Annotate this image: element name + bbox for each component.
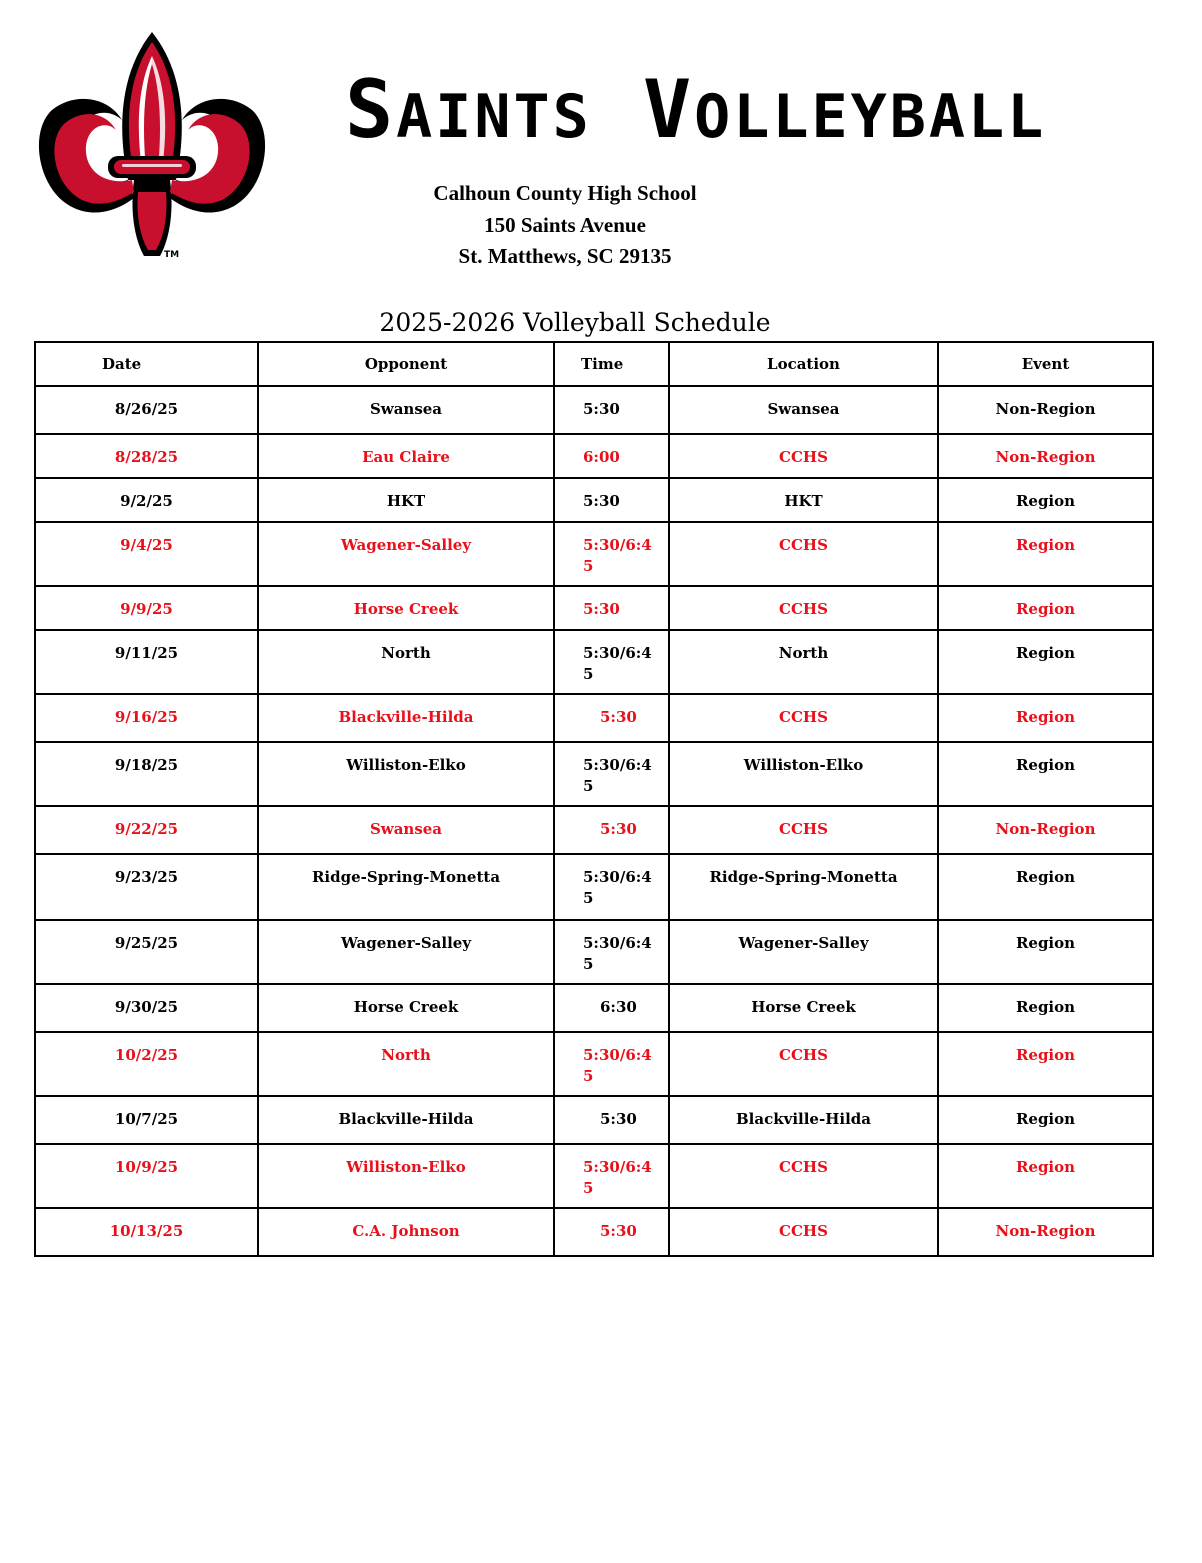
cell-time: 5:30/6:45	[554, 742, 669, 806]
cell-time: 5:30	[554, 386, 669, 434]
table-row	[35, 386, 1153, 434]
school-address	[400, 178, 730, 273]
title-word-2: VOLLEYBALL	[642, 63, 1047, 156]
header-date: Date	[35, 342, 258, 386]
cell-event: Region	[938, 694, 1153, 742]
table-row	[35, 984, 1153, 1032]
cell-date: 9/4/25	[35, 522, 258, 586]
cell-opponent: Wagener-Salley	[258, 920, 554, 984]
cell-time: 5:30/6:45	[554, 1144, 669, 1208]
cell-date: 9/23/25	[35, 854, 258, 920]
cell-location: CCHS	[669, 434, 938, 478]
cell-opponent: Horse Creek	[258, 984, 554, 1032]
table-row	[35, 694, 1153, 742]
table-row	[35, 1208, 1153, 1256]
cell-location: CCHS	[669, 1208, 938, 1256]
schedule-title: 2025-2026 Volleyball Schedule	[379, 308, 771, 337]
cell-location: CCHS	[669, 522, 938, 586]
cell-event: Region	[938, 742, 1153, 806]
cell-date: 9/18/25	[35, 742, 258, 806]
cell-opponent: Ridge-Spring-Monetta	[258, 854, 554, 920]
header-opponent: Opponent	[258, 342, 554, 386]
cell-date: 10/2/25	[35, 1032, 258, 1096]
cell-event: Region	[938, 522, 1153, 586]
header-time: Time	[554, 342, 669, 386]
cell-date: 9/2/25	[35, 478, 258, 522]
table-row	[35, 854, 1153, 920]
table-row	[35, 630, 1153, 694]
cell-opponent: Eau Claire	[258, 434, 554, 478]
cell-date: 9/11/25	[35, 630, 258, 694]
cell-date: 9/25/25	[35, 920, 258, 984]
cell-location: Ridge-Spring-Monetta	[669, 854, 938, 920]
cell-date: 9/9/25	[35, 586, 258, 630]
cell-opponent: North	[258, 630, 554, 694]
cell-time: 5:30	[554, 694, 669, 742]
cell-opponent: North	[258, 1032, 554, 1096]
cell-opponent: Blackville-Hilda	[258, 694, 554, 742]
cell-time: 5:30	[554, 586, 669, 630]
header-event: Event	[938, 342, 1153, 386]
table-row	[35, 742, 1153, 806]
cell-event: Region	[938, 854, 1153, 920]
table-header-row	[35, 342, 1153, 386]
cell-location: CCHS	[669, 1144, 938, 1208]
cell-event: Region	[938, 1032, 1153, 1096]
cell-time: 5:30/6:45	[554, 630, 669, 694]
cell-date: 10/9/25	[35, 1144, 258, 1208]
cell-date: 9/22/25	[35, 806, 258, 854]
school-city: St. Matthews, SC 29135	[458, 244, 672, 268]
cell-opponent: Wagener-Salley	[258, 522, 554, 586]
cell-location: CCHS	[669, 806, 938, 854]
table-row	[35, 920, 1153, 984]
cell-time: 5:30	[554, 1096, 669, 1144]
cell-event: Region	[938, 478, 1153, 522]
cell-location: North	[669, 630, 938, 694]
fleur-de-lis-icon	[34, 30, 270, 266]
cell-location: CCHS	[669, 1032, 938, 1096]
cell-location: CCHS	[669, 694, 938, 742]
cell-opponent: Blackville-Hilda	[258, 1096, 554, 1144]
table-row	[35, 1096, 1153, 1144]
cell-time: 5:30	[554, 806, 669, 854]
cell-event: Non-Region	[938, 806, 1153, 854]
table-row	[35, 1032, 1153, 1096]
table-row	[35, 806, 1153, 854]
cell-time: 6:00	[554, 434, 669, 478]
cell-opponent: HKT	[258, 478, 554, 522]
cell-time: 5:30	[554, 478, 669, 522]
cell-date: 10/13/25	[35, 1208, 258, 1256]
cell-location: HKT	[669, 478, 938, 522]
table-row	[35, 478, 1153, 522]
schedule-table	[34, 341, 1154, 1257]
table-row	[35, 522, 1153, 586]
cell-date: 10/7/25	[35, 1096, 258, 1144]
cell-time: 5:30/6:45	[554, 522, 669, 586]
trademark-mark: TM	[164, 250, 180, 260]
cell-date: 8/28/25	[35, 434, 258, 478]
cell-time: 5:30	[554, 1208, 669, 1256]
cell-event: Non-Region	[938, 386, 1153, 434]
cell-date: 8/26/25	[35, 386, 258, 434]
school-name: Calhoun County High School	[433, 181, 697, 205]
cell-location: CCHS	[669, 586, 938, 630]
school-street: 150 Saints Avenue	[484, 212, 646, 237]
cell-event: Region	[938, 630, 1153, 694]
cell-location: Wagener-Salley	[669, 920, 938, 984]
cell-opponent: Williston-Elko	[258, 742, 554, 806]
cell-event: Region	[938, 1096, 1153, 1144]
title-word-1: SAINTS	[345, 63, 592, 156]
cell-event: Non-Region	[938, 1208, 1153, 1256]
cell-time: 5:30/6:45	[554, 1032, 669, 1096]
cell-event: Non-Region	[938, 434, 1153, 478]
cell-opponent: Swansea	[258, 386, 554, 434]
table-row	[35, 1144, 1153, 1208]
cell-time: 5:30/6:45	[554, 920, 669, 984]
cell-date: 9/16/25	[35, 694, 258, 742]
cell-opponent: C.A. Johnson	[258, 1208, 554, 1256]
table-row	[35, 586, 1153, 630]
cell-event: Region	[938, 920, 1153, 984]
cell-time: 5:30/6:45	[554, 854, 669, 920]
cell-location: Swansea	[669, 386, 938, 434]
cell-location: Horse Creek	[669, 984, 938, 1032]
cell-event: Region	[938, 586, 1153, 630]
cell-date: 9/30/25	[35, 984, 258, 1032]
header-location: Location	[669, 342, 938, 386]
cell-opponent: Horse Creek	[258, 586, 554, 630]
cell-location: Williston-Elko	[669, 742, 938, 806]
cell-event: Region	[938, 1144, 1153, 1208]
cell-event: Region	[938, 984, 1153, 1032]
table-row	[35, 434, 1153, 478]
page-title	[345, 62, 1046, 165]
cell-opponent: Williston-Elko	[258, 1144, 554, 1208]
cell-location: Blackville-Hilda	[669, 1096, 938, 1144]
cell-opponent: Swansea	[258, 806, 554, 854]
cell-time: 6:30	[554, 984, 669, 1032]
